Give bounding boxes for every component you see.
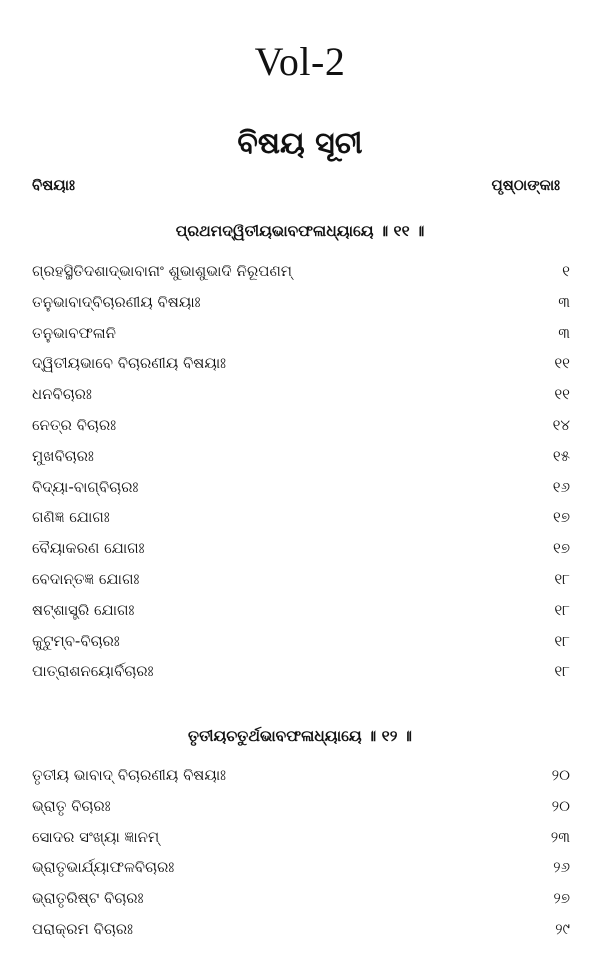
entry-page: ୧୮: [554, 600, 570, 619]
entry-title: ଭ୍ରାତୃରିଷ୍ଟ ବିଚାରଃ: [32, 889, 144, 908]
entry-title: ଧନବିଚାରଃ: [32, 385, 92, 404]
section-heading: ତୃତୀୟଚତୁର୍ଥଭାବଫଳାଧ୍ୟାୟେ ॥ ୧୨ ॥: [188, 727, 412, 745]
toc-entry: [32, 539, 570, 570]
entry-page: ୨୯: [555, 919, 570, 938]
entry-title: ପରାକ୍ରମ ବିଚାରଃ: [32, 919, 133, 938]
entry-page: ୧୫: [552, 446, 570, 465]
toc-entry: [32, 447, 570, 478]
entry-title: ଦ୍ୱିତୀୟଭାବେ ବିଚାରଣୀୟ ବିଷୟାଃ: [32, 354, 226, 373]
entry-page: ୧୭: [553, 539, 570, 558]
toc-entry: [32, 858, 570, 889]
toc-list: [32, 766, 570, 951]
entry-title: ଗ୍ରହସ୍ଥିତିଦଶାଦ୍‌ଭାବାନାଂ ଶୁଭାଶୁଭାଦି ନିରୂପଣମ୍: [32, 262, 293, 280]
entry-page: ୨୭: [553, 889, 570, 908]
toc-entry: [32, 601, 570, 632]
entry-page: ୧୭: [553, 508, 570, 527]
entry-title: ସୋଦର ସଂଖ୍ୟା ଜ୍ଞାନମ୍: [32, 827, 160, 846]
entry-title: ବୈୟାକରଣ ଯୋଗଃ: [32, 539, 145, 558]
toc-entry: [32, 293, 570, 324]
toc-entry: [32, 416, 570, 447]
entry-title: ନେତ୍ର ବିଚାରଃ: [32, 415, 117, 434]
section-heading: ପ୍ରଥମଦ୍ୱିତୀୟଭାବଫଳାଧ୍ୟାୟେ ॥ ୧୧ ॥: [175, 222, 425, 240]
entry-page: ୨୦: [551, 796, 570, 815]
page-title: ବିଷୟ ସୂଚୀ: [237, 126, 363, 161]
entry-title: ବେଦାନ୍ତଜ୍ଞ ଯୋଗଃ: [32, 569, 140, 588]
entry-page: ୧୮: [554, 569, 570, 588]
entry-page: ୧୮: [554, 631, 570, 650]
toc-entry: [32, 766, 570, 797]
entry-page: ୧୧: [554, 354, 570, 373]
entry-title: ବିଦ୍ୟା-ବାଗ୍‌ବିଚାରଃ: [32, 477, 139, 496]
entry-title: ଭ୍ରାତୃଭାର୍ଯ୍ୟାଫଳବିଚାରଃ: [32, 858, 175, 877]
entry-title: କୁଟୁମ୍ବ-ବିଚାରଃ: [32, 631, 120, 650]
entry-title: ମୁଖବିଚାରଃ: [32, 446, 94, 465]
entry-page: ୨୬: [553, 858, 570, 877]
entry-title: ପାତ୍ରାଶନୟୋର୍ବିଚାରଃ: [32, 662, 154, 681]
entry-page: ୨୩: [550, 827, 570, 846]
toc-list: [32, 262, 570, 693]
entry-title: ତୃତୀୟ ଭାବାଦ୍ ବିଚାରଣୀୟ ବିଷୟାଃ: [32, 766, 227, 784]
entry-page: ୧୪: [552, 415, 570, 434]
entry-title: ଭ୍ରାତୃ ବିଚାରଃ: [32, 796, 111, 815]
toc-entry: [32, 920, 570, 951]
entry-title: ତନୁଭାବାଦ୍‌ବିଚାରଣୀୟ ବିଷୟାଃ: [32, 292, 201, 311]
toc-entry: [32, 324, 570, 355]
entry-page: ୧୬: [552, 477, 570, 496]
subject-column-header: ବିଷୟାଃ: [32, 176, 75, 194]
entry-title: ଷଟ୍‌ଶାସ୍ତ୍ରି ଯୋଗଃ: [32, 600, 135, 619]
page-column-header: ପୃଷ୍ଠାଙ୍କାଃ: [491, 176, 560, 194]
entry-title: ଗଣିଜ୍ଞ ଯୋଗଃ: [32, 508, 110, 527]
toc-entry: [32, 797, 570, 828]
toc-entry: [32, 478, 570, 509]
toc-entry: [32, 262, 570, 293]
toc-entry: [32, 632, 570, 663]
toc-entry: [32, 889, 570, 920]
toc-entry: [32, 570, 570, 601]
toc-entry: [32, 385, 570, 416]
toc-entry: [32, 662, 570, 693]
entry-page: ୧୧: [554, 385, 570, 404]
entry-page: ୧: [562, 262, 570, 280]
toc-entry: [32, 354, 570, 385]
entry-page: ୨୦: [551, 766, 570, 784]
entry-page: ୧୮: [554, 662, 570, 681]
toc-entry: [32, 508, 570, 539]
entry-title: ତନୁଭାବଫଳାନି: [32, 323, 116, 342]
entry-page: ୩: [558, 323, 570, 342]
toc-entry: [32, 828, 570, 859]
entry-page: ୩: [558, 292, 570, 311]
volume-label: Vol-2: [254, 39, 346, 84]
